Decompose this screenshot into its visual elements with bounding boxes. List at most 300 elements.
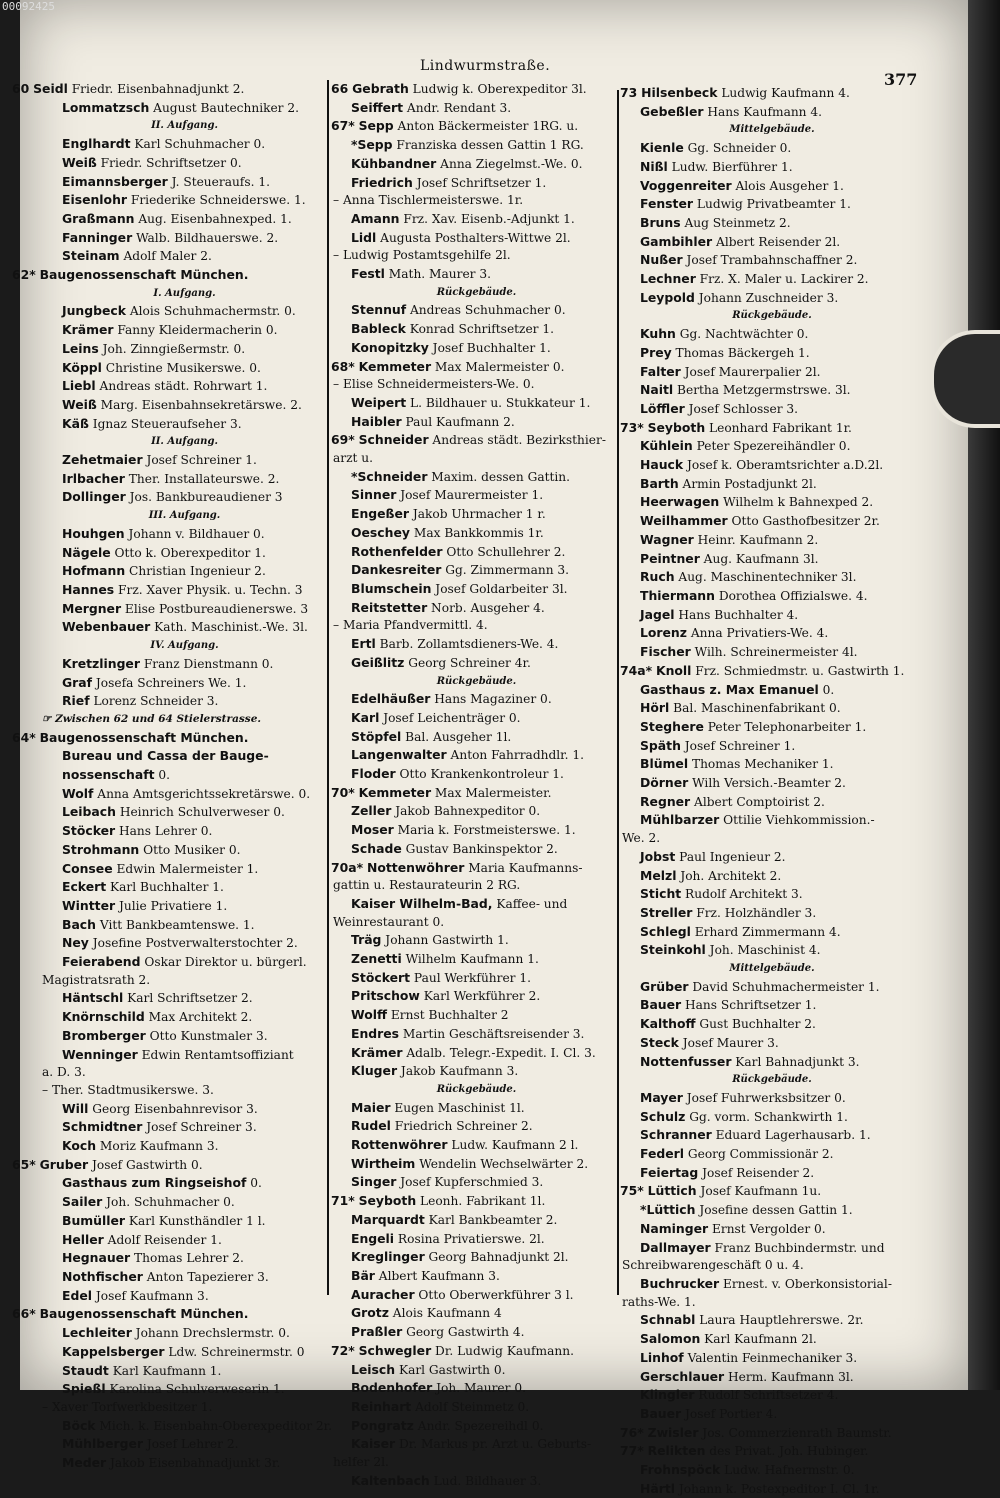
- resident-name: Bauer: [640, 997, 682, 1013]
- directory-entry: [622, 996, 922, 1015]
- resident-name: Federl: [640, 1146, 684, 1162]
- resident-details: Otto Musiker 0.: [139, 842, 241, 857]
- resident-name: Krämer: [351, 1044, 403, 1060]
- resident-name: Seyboth: [358, 1193, 417, 1209]
- resident-name: Spießl: [62, 1381, 106, 1397]
- directory-entry: [622, 978, 922, 997]
- resident-details: Konrad Schriftsetzer 1.: [405, 322, 555, 337]
- resident-details: Franziska dessen Gattin 1 RG.: [392, 138, 584, 153]
- directory-entry: [333, 339, 620, 358]
- resident-name: Regner: [640, 793, 691, 809]
- resident-name: *Schneider: [351, 468, 428, 484]
- resident-details: Ernst Vergolder 0.: [708, 1221, 826, 1236]
- directory-entry: [333, 765, 620, 784]
- resident-details: Georg Eisenbahnrevisor 3.: [88, 1101, 258, 1116]
- resident-details: Laura Hauptlehrerswe. 2r.: [695, 1313, 864, 1328]
- directory-entry: [333, 543, 620, 562]
- directory-entry: [42, 1287, 327, 1306]
- resident-name: Späth: [640, 737, 681, 753]
- resident-details: Maria k. Forstmeisterswe. 1.: [393, 823, 576, 838]
- resident-name: Koch: [62, 1138, 97, 1154]
- continuation-line: Magistratsrath 2.: [42, 972, 151, 987]
- resident-name: Dörner: [640, 775, 689, 791]
- continuation-line: raths-We. 1.: [622, 1294, 696, 1309]
- resident-name: Ertl: [351, 636, 376, 652]
- resident-details: Anton Bäckermeister 1RG. u.: [393, 119, 579, 134]
- resident-name: Praßler: [351, 1324, 403, 1340]
- directory-entry: [42, 897, 327, 916]
- directory-entry: [42, 1231, 327, 1250]
- directory-entry: [622, 941, 922, 960]
- directory-entry: [622, 1368, 922, 1387]
- column-right: [622, 84, 922, 1498]
- resident-details: Joh. Maschinist 4.: [705, 943, 821, 958]
- directory-entry: [42, 785, 327, 804]
- directory-entry: [42, 451, 327, 470]
- resident-details: Adolf Steinmetz 0.: [411, 1399, 530, 1414]
- resident-details: Friederike Schneiderswe. 1.: [127, 193, 306, 208]
- section-heading: Rückgebäude.: [436, 675, 517, 687]
- resident-name: Hilsenbeck: [641, 85, 718, 100]
- directory-entry: [42, 1362, 327, 1381]
- continuation-line: We. 2.: [622, 831, 661, 846]
- resident-details: Wendelin Wechselwärter 2.: [415, 1156, 589, 1171]
- resident-name: Zehetmaier: [62, 452, 143, 468]
- directory-entry: [42, 377, 327, 396]
- resident-name: Baugenossenschaft München.: [39, 729, 249, 745]
- resident-details: Valentin Feinmechaniker 3.: [683, 1350, 858, 1365]
- directory-entry: [622, 718, 922, 737]
- resident-details: Aug. Eisenbahnexped. 1.: [134, 211, 292, 226]
- resident-details: Otto Kunstmaler 3.: [145, 1028, 268, 1043]
- section-heading: Rückgebäude.: [732, 310, 812, 322]
- resident-details: Gg. Zimmermann 3.: [441, 563, 570, 578]
- resident-details: Josef Schreiner 3.: [142, 1120, 257, 1135]
- resident-details: Ignaz Steueraufseher 3.: [88, 416, 242, 431]
- resident-details: Rudolf Architekt 3.: [681, 887, 803, 902]
- resident-details: Rosina Privatierswe. 2l.: [394, 1231, 545, 1246]
- resident-details: Erhard Zimmermann 4.: [690, 924, 841, 939]
- directory-entry: [622, 1386, 922, 1405]
- house-number: 74a*: [620, 662, 653, 678]
- resident-name: Hauck: [640, 457, 684, 473]
- directory-entry: [622, 493, 922, 512]
- resident-details: Joh. Architekt 2.: [676, 868, 782, 883]
- resident-name: Nägele: [62, 544, 111, 560]
- directory-entry: [42, 229, 327, 248]
- directory-entry: [622, 251, 922, 270]
- directory-entry: [333, 746, 620, 765]
- continuation-line: – Maria Pfandvermittl. 4.: [333, 618, 488, 633]
- resident-name: Streller: [640, 904, 693, 920]
- resident-details: Ludwig Kaufmann 4.: [717, 86, 850, 100]
- resident-details: Ludwig Privatbeamter 1.: [693, 197, 851, 212]
- resident-name: Stöckert: [351, 969, 411, 985]
- resident-details: Adolf Maler 2.: [119, 249, 212, 264]
- directory-entry: [622, 437, 922, 456]
- resident-name: Reinhart: [351, 1398, 412, 1414]
- directory-entry: [333, 950, 620, 969]
- resident-details: Andr. Rendant 3.: [403, 100, 512, 115]
- directory-entry: [622, 1480, 922, 1498]
- resident-name: Zwisler: [647, 1424, 699, 1440]
- resident-name: Stöpfel: [351, 728, 402, 744]
- directory-entry: [333, 358, 620, 377]
- resident-name: Oeschey: [351, 524, 410, 540]
- directory-entry: [42, 1174, 327, 1193]
- directory-entry: [622, 1424, 922, 1443]
- resident-details: Karl Kunsthändler 1 l.: [125, 1213, 266, 1228]
- resident-details: Albert Kaufmann 3.: [374, 1269, 500, 1283]
- directory-entry: [42, 655, 327, 674]
- continuation-line: – Ther. Stadtmusikerswe. 3.: [42, 1082, 214, 1097]
- house-number: 73*: [620, 419, 644, 435]
- directory-entry: [333, 1286, 620, 1305]
- directory-entry: [42, 989, 327, 1008]
- resident-details: Josefine Postverwalterstochter 2.: [88, 936, 298, 951]
- resident-details: Friedr. Eisenbahnadjunkt 2.: [67, 82, 245, 96]
- directory-entry: [333, 524, 620, 543]
- resident-details: Thomas Bäckergeh 1.: [671, 345, 810, 360]
- directory-entry: [42, 340, 327, 359]
- section-heading: Mittelgebäude.: [729, 963, 815, 975]
- resident-details: Christine Musikerswe. 0.: [101, 360, 261, 375]
- directory-entry: [333, 1062, 620, 1081]
- resident-name: Leins: [62, 340, 99, 356]
- house-number: 67*: [331, 118, 355, 134]
- resident-details: Ludwig k. Oberexpeditor 3l.: [408, 82, 587, 96]
- directory-entry: [333, 859, 620, 878]
- resident-details: Jakob Bahnexpeditor 0.: [391, 804, 541, 819]
- resident-details: Otto Gasthofbesitzer 2r.: [727, 514, 880, 529]
- directory-entry: [333, 394, 620, 413]
- resident-name: Zeller: [351, 803, 392, 819]
- resident-details: David Schuhmachermeister 1.: [688, 979, 880, 994]
- directory-entry: [622, 885, 922, 904]
- resident-name: Kemmeter: [358, 358, 432, 374]
- resident-name: Schnabl: [640, 1312, 696, 1328]
- resident-name: Wintter: [62, 897, 116, 913]
- continuation-line: helfer 2l.: [333, 1455, 389, 1470]
- directory-entry: [333, 117, 620, 136]
- resident-name: Sailer: [62, 1194, 103, 1210]
- resident-name: Edelhäußer: [351, 691, 431, 707]
- resident-name: Schulz: [640, 1108, 686, 1124]
- directory-entry: [12, 266, 327, 285]
- directory-entry: [622, 1108, 922, 1127]
- directory-entry: [42, 1046, 327, 1065]
- directory-entry: [622, 1330, 922, 1349]
- resident-name: Kienle: [640, 140, 684, 156]
- resident-details: Johann Zuschneider 3.: [694, 290, 839, 305]
- resident-name: Festl: [351, 266, 385, 282]
- directory-entry: [622, 793, 922, 812]
- directory-entry: [42, 841, 327, 860]
- resident-name: Falter: [640, 363, 681, 379]
- directory-entry: [622, 400, 922, 419]
- resident-name: Engeli: [351, 1230, 395, 1246]
- directory-entry: [42, 674, 327, 693]
- directory-entry: [42, 692, 327, 711]
- resident-name: Bruns: [640, 214, 681, 230]
- resident-name: Kühlein: [640, 438, 693, 454]
- resident-details: Wilh. Schreinermeister 4l.: [690, 645, 858, 660]
- directory-entry: [42, 581, 327, 600]
- directory-entry: [42, 396, 327, 415]
- resident-name: Grotz: [351, 1305, 389, 1321]
- directory-entry: [622, 1164, 922, 1183]
- resident-name: Kluger: [351, 1063, 398, 1079]
- directory-entry: [333, 136, 620, 155]
- resident-name: Schneider: [358, 432, 429, 448]
- resident-details: Josef k. Oberamtsrichter a.D.2l.: [683, 458, 884, 473]
- resident-details: Josefine dessen Gattin 1.: [695, 1203, 853, 1218]
- resident-name: Lommatzsch: [62, 99, 150, 115]
- resident-details: Gg. vorm. Schankwirth 1.: [685, 1109, 848, 1124]
- resident-details: Franz Dienstmann 0.: [139, 656, 274, 671]
- resident-details: Anna Ziegelmst.-We. 0.: [436, 156, 583, 171]
- directory-entry: [622, 568, 922, 587]
- directory-entry: [622, 195, 922, 214]
- resident-name: Baugenossenschaft München.: [39, 267, 249, 283]
- directory-entry: [333, 784, 620, 803]
- directory-entry: [333, 1117, 620, 1136]
- resident-details: Hans Lehrer 0.: [115, 824, 213, 839]
- resident-details: Thomas Lehrer 2.: [130, 1251, 244, 1266]
- resident-details: Karl Bahnadjunkt 3.: [731, 1054, 860, 1069]
- resident-name: Schwegler: [358, 1342, 432, 1358]
- resident-name: Stöcker: [62, 823, 116, 839]
- directory-entry: [622, 1239, 922, 1258]
- section-heading: II. Aufgang.: [151, 120, 218, 132]
- resident-name: Jobst: [640, 848, 676, 864]
- resident-name: Friedrich: [351, 174, 413, 190]
- resident-name: Heerwagen: [640, 494, 720, 510]
- directory-entry: [622, 233, 922, 252]
- resident-name: Lechner: [640, 271, 696, 287]
- resident-details: 0.: [154, 768, 171, 783]
- resident-name: Kaltenbach: [351, 1472, 430, 1488]
- resident-name: Hegnauer: [62, 1250, 131, 1266]
- resident-details: Georg Gastwirth 4.: [402, 1325, 525, 1340]
- directory-entry: [42, 1268, 327, 1287]
- resident-name: Fischer: [640, 644, 691, 660]
- resident-name: Steghere: [640, 718, 704, 734]
- resident-name: Hörl: [640, 700, 670, 716]
- resident-details: Frz. Xaver Physik. u. Techn. 3: [114, 582, 303, 597]
- directory-entry: [333, 987, 620, 1006]
- directory-entry: [622, 606, 922, 625]
- resident-name: Singer: [351, 1174, 397, 1190]
- directory-entry: [333, 1435, 620, 1454]
- resident-details: Karl Schriftsetzer 2.: [123, 991, 253, 1006]
- resident-name: Eckert: [62, 879, 107, 895]
- section-heading: III. Aufgang.: [148, 510, 221, 522]
- directory-entry: [622, 1220, 922, 1239]
- resident-details: Bal. Ausgeher 1l.: [401, 729, 512, 744]
- resident-details: Josef Schreiner 1.: [680, 738, 796, 753]
- resident-details: Karl Kaufmann 1.: [108, 1363, 222, 1378]
- resident-name: Mühlbarzer: [640, 812, 720, 828]
- resident-details: Max Bankkommis 1r.: [409, 525, 544, 540]
- section-heading: I. Aufgang.: [153, 287, 216, 299]
- resident-details: Wilhelm Kaufmann 1.: [401, 952, 539, 967]
- directory-entry: [622, 737, 922, 756]
- resident-details: Josef Schreiner 1.: [142, 453, 257, 468]
- resident-name: Mayer: [640, 1089, 683, 1105]
- resident-name: Fenster: [640, 196, 693, 212]
- directory-entry: [42, 191, 327, 210]
- column-middle: [333, 80, 620, 1490]
- directory-entry: [622, 325, 922, 344]
- resident-details: Albert Reisender 2l.: [712, 234, 841, 249]
- resident-details: Norb. Ausgeher 4.: [427, 600, 545, 615]
- resident-name: Nottenfusser: [640, 1053, 732, 1069]
- directory-entry: [333, 1099, 620, 1118]
- directory-entry: [42, 1100, 327, 1119]
- resident-name: Endres: [351, 1025, 400, 1041]
- resident-name: Stennuf: [351, 302, 407, 318]
- directory-entry: [333, 1230, 620, 1249]
- column-rule-1: [327, 80, 329, 1295]
- resident-name: Langenwalter: [351, 747, 447, 763]
- directory-entry: [333, 210, 620, 229]
- resident-details: Martin Geschäftsreisender 3.: [399, 1026, 585, 1041]
- house-number: 60: [12, 81, 30, 96]
- resident-name: Englhardt: [62, 136, 131, 152]
- resident-details: Gustav Bankinspektor 2.: [401, 841, 558, 856]
- resident-name: Webenbauer: [62, 619, 151, 635]
- directory-entry: [333, 431, 620, 450]
- directory-entry: [42, 415, 327, 434]
- directory-entry: [12, 80, 327, 99]
- directory-entry: [42, 953, 327, 972]
- house-number: 65*: [12, 1156, 36, 1172]
- resident-name: Grüber: [640, 978, 689, 994]
- directory-entry: [622, 1089, 922, 1108]
- resident-name: Seyboth: [647, 419, 706, 435]
- resident-name: Bumüller: [62, 1212, 126, 1228]
- directory-entry: [622, 289, 922, 308]
- resident-name: Kaiser: [351, 1436, 396, 1452]
- resident-details: Oskar Direktor u. bürgerl.: [140, 955, 307, 970]
- resident-name: Lorenz: [640, 625, 687, 641]
- resident-details: 0.: [818, 682, 835, 697]
- directory-entry: [12, 1156, 327, 1175]
- directory-entry: [622, 103, 922, 122]
- section-heading: Rückgebäude.: [436, 1083, 517, 1095]
- directory-entry: [333, 174, 620, 193]
- resident-name: Reitstetter: [351, 599, 428, 615]
- house-number: 66*: [12, 1306, 36, 1322]
- resident-details: Hans Buchhalter 4.: [674, 607, 799, 622]
- resident-details: Lorenz Schneider 3.: [89, 694, 219, 709]
- resident-name: Karl: [351, 709, 380, 725]
- resident-details: Vitt Bankbeamtenswe. 1.: [95, 917, 255, 932]
- directory-entry: [42, 210, 327, 229]
- resident-name: Eisenlohr: [62, 192, 128, 208]
- resident-details: Jakob Kaufmann 3.: [397, 1064, 519, 1079]
- directory-entry: [622, 214, 922, 233]
- directory-entry: [333, 1323, 620, 1342]
- resident-details: Karl Gastwirth 0.: [395, 1362, 506, 1377]
- house-number: 69*: [331, 432, 355, 448]
- resident-name: Maier: [351, 1099, 391, 1115]
- continuation-line: Schreibwarengeschäft 0 u. 4.: [622, 1258, 804, 1273]
- resident-details: Dr. Ludwig Kaufmann.: [431, 1343, 574, 1358]
- resident-details: Otto k. Oberexpeditor 1.: [110, 545, 266, 560]
- directory-entry: [333, 654, 620, 673]
- resident-name: Salomon: [640, 1331, 701, 1347]
- resident-name: Schlegl: [640, 923, 691, 939]
- directory-entry: [622, 177, 922, 196]
- house-number: 64*: [12, 729, 36, 745]
- resident-details: Jakob Eisenbahnadjunkt 3r.: [106, 1456, 281, 1471]
- resident-details: Paul Ingenieur 2.: [675, 849, 786, 864]
- resident-details: Joh. Zinngießermstr. 0.: [98, 341, 246, 356]
- section-heading: IV. Aufgang.: [150, 640, 219, 652]
- directory-entry: [622, 1461, 922, 1480]
- resident-name: Blumschein: [351, 580, 432, 596]
- resident-name: Gasthaus z. Max Emanuel: [640, 681, 819, 697]
- directory-entry: [333, 1192, 620, 1211]
- directory-entry: [42, 1417, 333, 1436]
- resident-details: J. Steueraufs. 1.: [167, 174, 270, 189]
- resident-details: Kath. Maschinist.-We. 3l.: [150, 620, 308, 635]
- directory-entry: [333, 709, 620, 728]
- resident-name: Köppl: [62, 359, 102, 375]
- resident-name: Weiß: [62, 154, 97, 170]
- resident-details: Lud. Bildhauer 3.: [429, 1473, 542, 1488]
- directory-entry: [42, 1249, 327, 1268]
- resident-details: Adalb. Telegr.-Expedit. I. Cl. 3.: [402, 1045, 596, 1060]
- resident-details: Josef Schriftsetzer 1.: [412, 175, 547, 190]
- resident-details: Karl Buchhalter 1.: [106, 880, 224, 895]
- directory-entry: [622, 923, 922, 942]
- directory-entry: [42, 525, 327, 544]
- directory-entry: [622, 419, 922, 438]
- directory-entry: [333, 561, 620, 580]
- continuation-line: – Ludwig Postamtsgehilfe 2l.: [333, 248, 511, 263]
- house-number: 70a*: [331, 859, 364, 875]
- resident-details: August Bautechniker 2.: [149, 100, 300, 115]
- directory-entry: [12, 1305, 327, 1324]
- resident-details: Fanny Kleidermacherin 0.: [113, 323, 278, 338]
- resident-details: Herm. Kaufmann 3l.: [724, 1369, 854, 1384]
- resident-details: Christian Ingenieur 2.: [125, 564, 266, 579]
- resident-name: Lidl: [351, 229, 377, 245]
- directory-entry: [42, 618, 327, 637]
- resident-details: Thomas Mechaniker 1.: [688, 757, 834, 772]
- directory-entry: [333, 821, 620, 840]
- directory-entry: [622, 1182, 922, 1201]
- resident-details: Anna Privatiers-We. 4.: [686, 626, 829, 641]
- resident-name: Knörnschild: [62, 1009, 145, 1025]
- resident-name: Gasthaus zum Ringseishof: [62, 1175, 247, 1191]
- resident-name: Konopitzky: [351, 339, 429, 355]
- resident-details: Josef Trambahnschaffner 2.: [682, 253, 858, 268]
- directory-entry: [622, 1349, 922, 1368]
- resident-details: Georg Schreiner 4r.: [404, 655, 531, 670]
- resident-name: Dollinger: [62, 489, 126, 505]
- continuation-line: – Xaver Torfwerkbesitzer 1.: [42, 1399, 213, 1414]
- directory-entry: [622, 681, 922, 700]
- resident-details: Josef Maurer 3.: [678, 1035, 779, 1050]
- resident-details: Peter Spezereihändler 0.: [692, 439, 851, 454]
- directory-entry: [333, 1472, 620, 1491]
- directory-entry: [622, 755, 922, 774]
- resident-name: Feiertag: [640, 1164, 699, 1180]
